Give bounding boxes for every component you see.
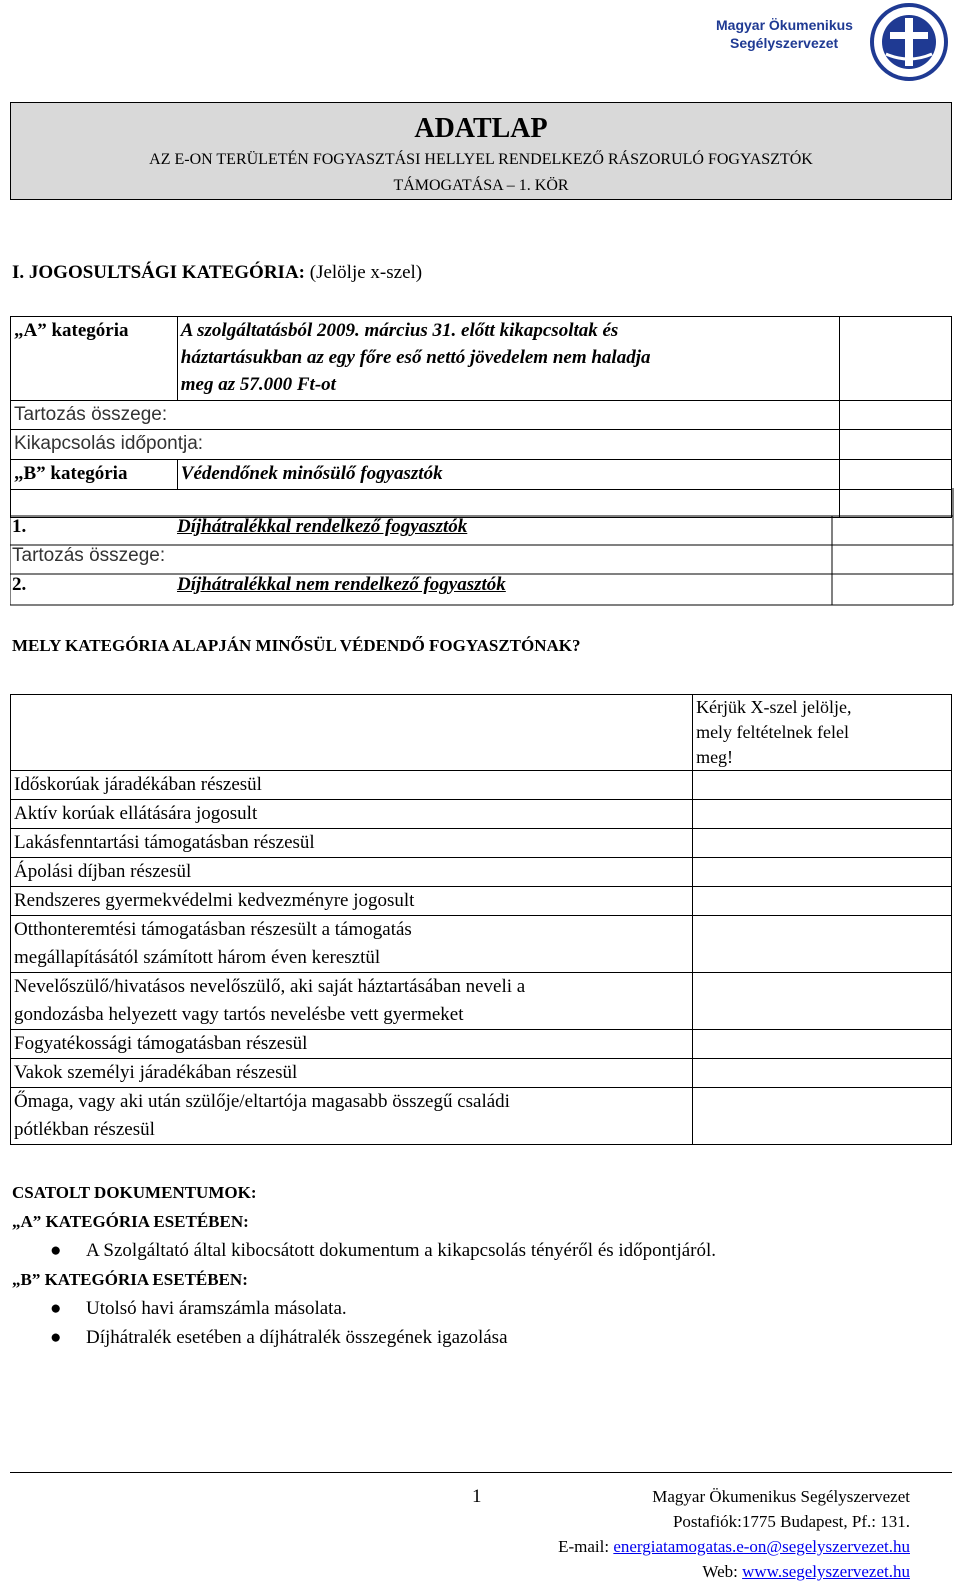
condition-label: Fogyatékossági támogatásban részesül	[11, 1030, 693, 1059]
logo-seal-icon	[866, 2, 952, 82]
footer-divider	[10, 1472, 952, 1473]
condition-label: Ápolási díjban részesül	[11, 858, 693, 887]
list-item: ● A Szolgáltató által kibocsátott dokumentum a kikapcsolás tényéről és időpontjáról.	[12, 1236, 716, 1265]
footer-web-link[interactable]: www.segelyszervezet.hu	[742, 1562, 910, 1581]
title-box	[10, 102, 952, 200]
footer-address: Postafiók:1775 Budapest, Pf.: 131.	[672, 1512, 910, 1531]
condition-checkbox[interactable]	[693, 973, 952, 1030]
category-b-description: Védendőnek minősülő fogyasztók	[177, 460, 839, 490]
footer-org: Magyar Ökumenikus Segélyszervezet	[652, 1487, 910, 1506]
condition-checkbox[interactable]	[693, 858, 952, 887]
footer-web-row: Web: www.segelyszervezet.hu	[702, 1562, 910, 1581]
conditions-header-blank	[11, 695, 693, 771]
condition-label: Őmaga, vagy aki után szülője/eltartója magasabb összegű családi pótlékban részesül	[11, 1088, 693, 1145]
category-a-debt-label: Tartozás összege:	[11, 401, 840, 430]
condition-checkbox[interactable]	[693, 916, 952, 973]
condition-checkbox[interactable]	[693, 829, 952, 858]
category-a-disconnect-label: Kikapcsolás időpontja:	[11, 430, 840, 460]
category-b1-debt-label: Tartozás összege:	[12, 545, 166, 566]
category-a-checkbox[interactable]	[839, 317, 951, 401]
category-b1-row: 1. Díjhátralékkal rendelkező fogyasztók	[12, 516, 468, 537]
documents-a-list	[12, 1236, 716, 1265]
category-b-frame	[10, 488, 954, 606]
condition-label: Otthonteremtési támogatásban részesült a támogatás megállapításától számított három éven keresztül	[11, 916, 693, 973]
condition-checkbox[interactable]	[693, 1088, 952, 1145]
organization-logo	[716, 2, 952, 82]
condition-checkbox[interactable]	[693, 1030, 952, 1059]
section-title: I. JOGOSULTSÁGI KATEGÓRIA: (Jelölje x-szel)	[12, 262, 423, 283]
attached-documents	[12, 1178, 716, 1352]
category-a-disconnect-field[interactable]	[839, 430, 951, 460]
condition-checkbox[interactable]	[693, 887, 952, 916]
condition-checkbox[interactable]	[693, 771, 952, 800]
conditions-table	[10, 694, 952, 1145]
condition-label: Vakok személyi járadékában részesül	[11, 1059, 693, 1088]
footer-contact	[558, 1484, 910, 1584]
bullet-icon: ●	[50, 1298, 62, 1319]
page-subtitle-line2: TÁMOGATÁSA – 1. KÖR	[393, 177, 569, 194]
footer-email-link[interactable]: energiatamogatas.e-on@segelyszervezet.hu	[613, 1537, 910, 1556]
category-a-debt-field[interactable]	[839, 401, 951, 430]
page-title: ADATLAP	[414, 113, 548, 144]
documents-b-heading: „B” KATEGÓRIA ESETÉBEN:	[12, 1270, 248, 1289]
condition-checkbox[interactable]	[693, 800, 952, 829]
category-b-label: „B” kategória	[11, 460, 178, 490]
condition-checkbox[interactable]	[693, 1059, 952, 1088]
category-b2-row: 2. Díjhátralékkal nem rendelkező fogyasztók	[12, 574, 506, 595]
footer-email-row: E-mail: energiatamogatas.e-on@segelyszervezet.hu	[558, 1537, 910, 1556]
condition-label: Időskorúak járadékában részesül	[11, 771, 693, 800]
list-item: ● Utolsó havi áramszámla másolata.	[12, 1294, 716, 1323]
bullet-icon: ●	[50, 1240, 62, 1261]
condition-label: Nevelőszülő/hivatásos nevelőszülő, aki saját háztartásában neveli a gondozásba helyezett vagy tartós nevelésbe vett gyermeket	[11, 973, 693, 1030]
bullet-icon: ●	[50, 1327, 62, 1348]
category-b-checkbox[interactable]	[839, 460, 951, 490]
documents-b-list	[12, 1294, 716, 1352]
page-number: 1	[472, 1486, 482, 1507]
page-subtitle-line1: AZ E-ON TERÜLETÉN FOGYASZTÁSI HELLYEL RENDELKEZŐ RÁSZORULÓ FOGYASZTÓK	[149, 151, 813, 168]
condition-label: Lakásfenntartási támogatásban részesül	[11, 829, 693, 858]
list-item: ● Díjhátralék esetében a díjhátralék összegének igazolása	[12, 1323, 716, 1352]
logo-wordmark: Magyar Ökumenikus Segélyszervezet	[716, 17, 853, 51]
conditions-instruction: Kérjük X-szel jelölje, mely feltételnek felel meg!	[693, 695, 952, 771]
question-heading: MELY KATEGÓRIA ALAPJÁN MINŐSÜL VÉDENDŐ FOGYASZTÓNAK?	[12, 636, 581, 655]
documents-title: CSATOLT DOKUMENTUMOK:	[12, 1183, 257, 1202]
documents-a-heading: „A” KATEGÓRIA ESETÉBEN:	[12, 1212, 249, 1231]
category-a-label: „A” kategória	[11, 317, 178, 401]
condition-label: Rendszeres gyermekvédelmi kedvezményre jogosult	[11, 887, 693, 916]
category-a-description: A szolgáltatásból 2009. március 31. előtt kikapcsoltak és háztartásukban az egy főre eső nettó jövedelem nem haladja meg az 57.000 Ft-ot	[177, 317, 839, 401]
condition-label: Aktív korúak ellátására jogosult	[11, 800, 693, 829]
